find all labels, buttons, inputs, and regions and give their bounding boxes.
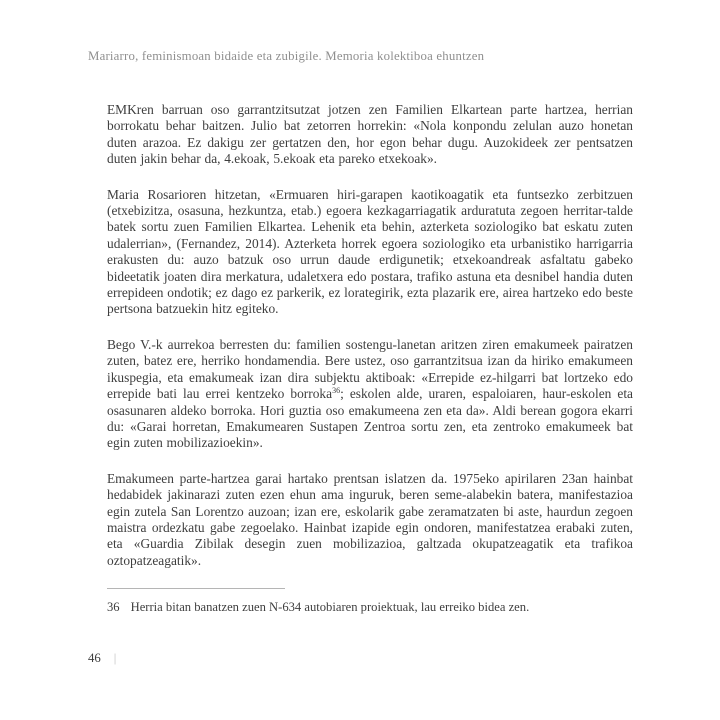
footer-divider: | [113,651,117,665]
paragraph-3-text-after-ref: ; eskolen alde, uraren, espaloiaren, haur-eskolen eta osasunaren aldeko borroka. Hori guztia oso emakumeena zen eta da». Aldi berean gogora ekarri du: «Garai horretan, Emakumearen Sustapen Zentroa sortu zen, eta zentroko emakumeek bat egin zuten mobilizazioekin». [107,386,633,451]
footnote-divider-rule [107,588,285,589]
footnote-text: Herria bitan banatzen zuen N-634 autobiaren proiektuak, lau erreiko bidea zen. [130,600,530,614]
running-header: Mariarro, feminismoan bidaide eta zubigile. Memoria kolektiboa ehuntzen [88,49,485,63]
footnote-number: 36 [107,600,120,614]
body-text [107,102,633,588]
footnote-reference-36: 36 [332,386,341,396]
paragraph-3-text-before-ref: Bego V.-k aurrekoa berresten du: familien sostengu-lanetan aritzen ziren emakumeek pairatzen zuten, batez ere, herriko hondamendia. Bere ustez, oso garrantzitsua izan da hiriko emakumeen ikuspegia, eta emakumeak izan dira subjektu aktiboak: «Errepide ez-hilgarri bat lortzeko edo errepide bati lau errei kentzeko borroka [107,336,633,402]
page-number: 46 [88,651,101,665]
paragraph-4: Emakumeen parte-hartzea garai hartako prentsan islatzen da. 1975eko apirilaren 23an hainbat hedabidek jakinarazi zuten ezen ehun ama inguruk, beren seme-alabekin batera, manifestazioa egin zutela San Lorentzo auzoan; izan ere, eskolarik gabe zeramatzaten bi aste, haurdun zegoen maistra ordezkatu gabe zegoelako. Hainbat izapide egin ondoren, manifestatzea erabaki zuten, eta «Guardia Zibilak desegin zuen mobilizazioa, galtzada okupatzeagatik eta trafikoa oztopatzeagatik». [107,470,633,568]
paragraph-3 [107,337,633,452]
paragraph-2: Maria Rosarioren hitzetan, «Ermuaren hiri-garapen kaotikoagatik eta funtsezko zerbitzuen (etxebizitza, osasuna, hezkuntza, etab.) egoera kezkagarriagatik arduratuta zegoen herritar-talde batek sortu zuen Familien Elkartea. Lehenik eta behin, azterketa soziologiko bat eskatu zuten udalerrian», (Fernandez, 2014). Azterketa horrek egoera soziologiko eta urbanistiko harrigarria erakusten du: auzo batzuk oso urrun daude erdigunetik; etxekoandreak asfaltatu gabeko bideetatik joaten dira merkatura, udaletxera edo postara, trafiko astuna eta desnibel handia duten errepideen ondotik; ez dago ez parkerik, ez lorategirik, ezta plazarik ere, airea hartzeko edo beste pertsona batzuekin hitz egiteko. [107,186,633,317]
paragraph-1: EMKren barruan oso garrantzitsutzat jotzen zen Familien Elkartean parte hartzea, herrian borrokatu behar baitzen. Julio bat zetorren horrekin: «Nola konpondu zelulan auzo honetan duten arazoa. Ez dakigu zer gertatzen den, hor egon behar dugu. Auzokideek zer pentsatzen duten jakin behar da, 4.ekoak, 5.ekoak eta pareko etxekoak». [107,102,633,167]
page-footer [88,651,116,666]
footnote [107,600,633,616]
